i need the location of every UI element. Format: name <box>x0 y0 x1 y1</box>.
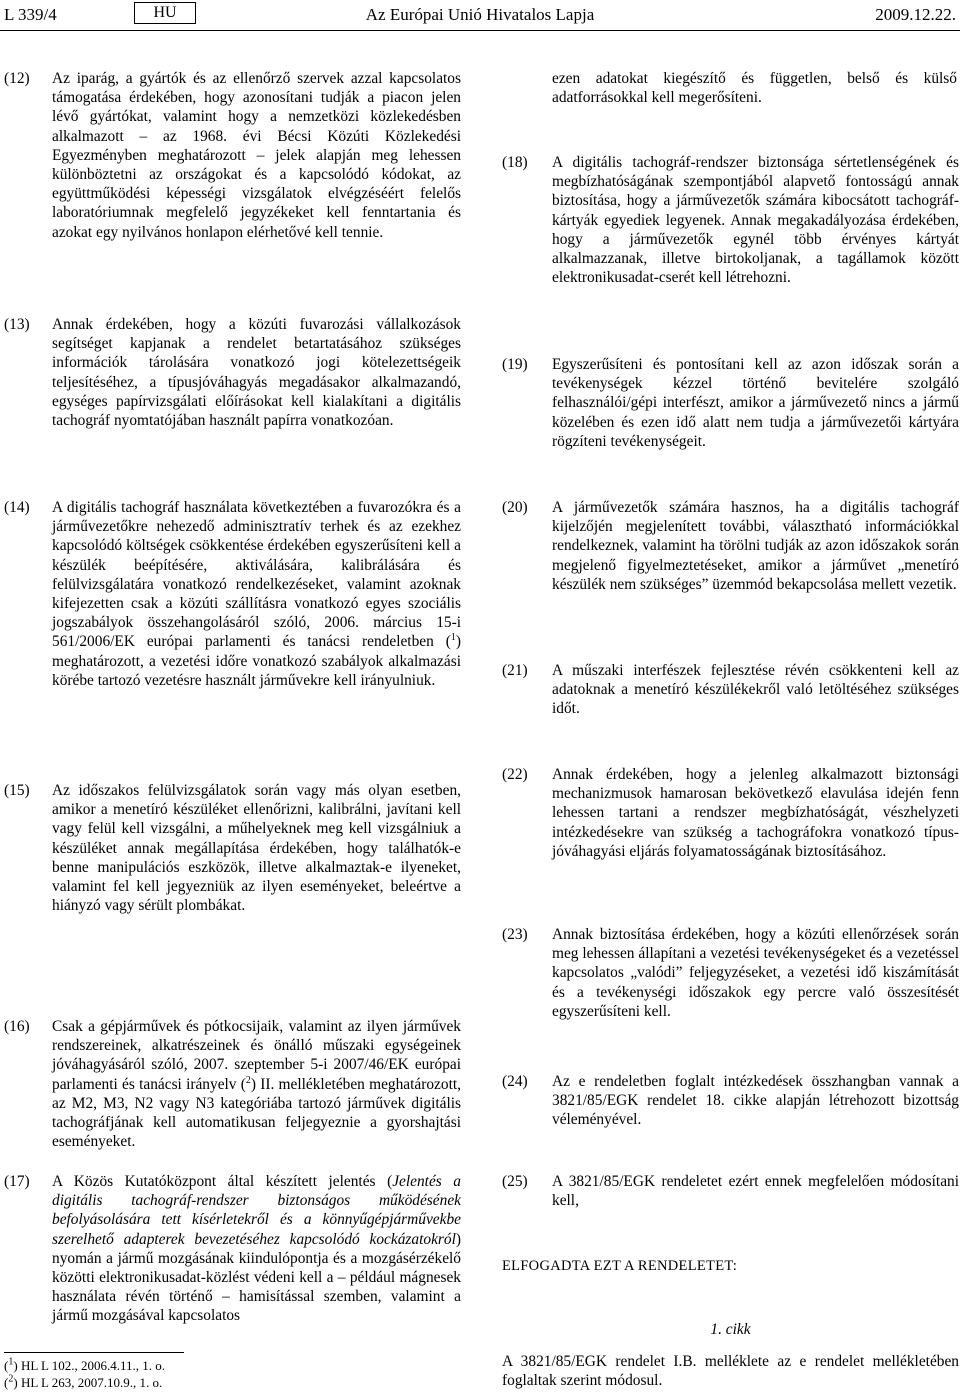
article-text: A 3821/85/EGK rendelet I.B. melléklete az e rendelet mellékletében foglaltak szerint módosul. <box>502 1353 959 1390</box>
recital-text: Az időszakos felülvizsgálatok során vagy más olyan esetben, amikor a menetíró készüléket ellenőrizni, kalibrálni, javítani kell vagy felül kell vizsgálni, a műhelyeknek meg kell vizsgálniuk a készüléket annak megállapítása érdekében, hogy találhatók-e benne manipulációs eszközök, illetve alkalmaztak-e ilyeneket, valamint fel kell jegyezniük az ilyen eseményeket, beleértve a hiányzó vagy sérült plombákat. <box>52 782 461 915</box>
recital-number: (14) <box>4 499 30 516</box>
recital-number: (15) <box>4 782 30 799</box>
recital-text: A járművezetők számára hasznos, ha a digitális tachográf kijelzőjén megjelenített további, választható információkkal rendelkeznek, valamint ha törölni tudják az azon időszakok során megjelenő figyelmeztetéseket, amikor a járművet „menetíró készülék nem szükséges” üzemmód bekapcsolása mellett vezetik. <box>552 499 959 593</box>
recital-number: (24) <box>502 1073 528 1090</box>
recital-text: Csak a gépjárművek és pótkocsijaik, valamint az ilyen járművek rendszereinek, alkatrészeinek és önálló műszaki egységeinek jóváhagyásáról szóló, 2007. szeptember 5-i 2007/46/EK európai parlamenti és tanácsi irányelv ($^2$) II. mellékletében meghatározott, az M2, M3, N2 vagy N3 kategóriába tartozó járművek digitális tachográfjának kell automatikusan feljegyeznie a gyorshajtási eseményeket. <box>52 1018 461 1151</box>
language-code-box: HU <box>134 2 196 24</box>
recital-number: (23) <box>502 926 528 943</box>
adopted-heading: ELFOGADTA EZT A RENDELETET: <box>502 1258 738 1274</box>
recital-text: A Közös Kutatóközpont által készített jelentés (Jelentés a digitális tachográf-rendszer biztonságos működésének befolyásolására tett kísérletekről és a könnyűgépjárművekbe szerelhető adapterek bevezetéséhez kapcsolódó kockázatokról) nyomán a jármű mozgásának kiindulópontja és a mozgásérzékelő közötti elektronikusadat-közlést védeni kell a – például mágnesek használata révén történő – hamisítással szemben, valamint a jármű mozgásával kapcsolatos <box>52 1173 461 1325</box>
page-reference: L 339/4 <box>4 5 57 24</box>
recital-text: Annak érdekében, hogy a jelenleg alkalmazott biztonsági mechanizmusok hamarosan bekövetkező elavulása idején fenn lehessen tartani a rendszer megbízhatóságát, vészhelyzeti intézkedésekre van szükség a tachográfokra vonatkozó típus-jóváhagyási eljárás folyamatosságának biztosításához. <box>552 766 959 860</box>
recital-number: (17) <box>4 1173 30 1190</box>
article-title: 1. cikk <box>710 1321 751 1338</box>
recital-number: (12) <box>4 70 30 87</box>
recital-text: Annak érdekében, hogy a közúti fuvarozási vállalkozások segítséget kapjanak a rendelet betartatásához szükséges információk tárolására vonatkozó jogi kötelezettségeik teljesítéséhez, a típusjóváhagyás megadásakor alkalmazandó, egységes papírvizsgálati előírásokat kell kialakítani a digitális tachográf nyomtatójában használt papírra vonatkozóan. <box>52 316 461 430</box>
footnote-divider <box>4 1352 184 1353</box>
recital-number: (18) <box>502 154 528 171</box>
recital-number: (13) <box>4 316 30 333</box>
recital-number: (21) <box>502 662 528 679</box>
recital-text: Az iparág, a gyártók és az ellenőrző szervek azzal kapcsolatos támogatása érdekében, hogy azonosítani tudják a piacon jelen lévő gyártókat, valamint hogy a nemzetközi közlekedésben alkalmazott – az 1968. évi Bécsi Közúti Közlekedési Egyezményben meghatározott – jelek alapján meg lehessen különböztetni az országokat és a kapcsolódó kódokat, az együttműködési képességi vizsgálatok elvégzéséért felelős laboratóriumnak megfelelő jegyzékeket kell fenntartania és azokat egy nyilvános honlapon elérhetővé kell tennie. <box>52 70 461 241</box>
page-header <box>0 0 960 31</box>
recital-text: A 3821/85/EGK rendeletet ezért ennek megfelelően módosítani kell, <box>552 1173 959 1210</box>
recital-number: (20) <box>502 499 528 516</box>
recital-text: A digitális tachográf-rendszer biztonsága sértetlenségének és megbízhatóságának szempontjából alapvető fontosságú annak biztosítása, hogy a járművezetők számára kibocsátott tachográf-kártyák egyediek legyenek. Annak megakadályozása érdekében, hogy a járművezetők egynél több érvényes kártyát alkalmazzanak, illetve birtokoljanak, a tagállamok között elektronikusadat-cserét kell létrehozni. <box>552 154 959 287</box>
recital-text: Az e rendeletben foglalt intézkedések összhangban vannak a 3821/85/EGK rendelet 18. cikke alapján létrehozott bizottság véleményével. <box>552 1073 959 1129</box>
footnote-2: ($^2$) HL L 263, 2007.10.9., 1. o. <box>4 1373 163 1390</box>
recital-text: A digitális tachográf használata következtében a fuvarozókra és a járművezetőkre nehezedő adminisztratív terhek és az ezekhez kapcsolódó költségek csökkentése érdekében egyszerűsíteni kell a készülék beépítésére, aktiválására, kalibrálására és felülvizsgálatára vonatkozó rendelkezéseket, valamint azoknak kifejezetten csak a közúti szállításra vonatkozó egyes szociális jogszabályok összehangolásáról szóló, 2006. március 15-i 561/2006/EK európai parlamenti és tanácsi rendeletben ($^1$) meghatározott, a vezetési időre vonatkozó szabályok alkalmazási körébe tartozó vezetésre használt járművekre kell irányulniuk. <box>52 499 461 689</box>
recital-number: (16) <box>4 1018 30 1035</box>
recital-number: (22) <box>502 766 528 783</box>
recital-number: (19) <box>502 356 528 373</box>
publication-date: 2009.12.22. <box>875 5 956 24</box>
footnote-ref: 1 <box>450 632 456 644</box>
recital-number: (25) <box>502 1173 528 1190</box>
journal-title: Az Európai Unió Hivatalos Lapja <box>365 5 595 24</box>
recital-text: Egyszerűsíteni és pontosítani kell az azon időszak során a tevékenységek kézzel történő bevitelére szolgáló felhasználói/gépi interfészt, amikor a járművezető nincs a jármű közelében és ezen idő alatt nem tudja a járművezetői kártyára rögzíteni tevékenységeit. <box>552 356 959 450</box>
recital-text: A műszaki interfészek fejlesztése révén csökkenteni kell az adatoknak a menetíró készülékekről való letöltéséhez szükséges időt. <box>552 662 959 718</box>
recital-17-continuation: ezen adatokat kiegészítő és független, belső és külső adatforrásokkal kell megerősíteni. <box>552 70 957 107</box>
footnote-1: ($^1$) HL L 102., 2006.4.11., 1. o. <box>4 1356 166 1373</box>
recital-text: Annak biztosítása érdekében, hogy a közúti ellenőrzések során meg lehessen állapítani a vezetési tevékenységeket és a vezetéssel kapcsolatos „valódi” feljegyzéseket, a vezetési idő kiszámítását és a tevékenységi időszakok egy percre való összesítését egyszerűsíteni kell. <box>552 926 959 1020</box>
footnote-ref: 2 <box>245 1074 251 1086</box>
